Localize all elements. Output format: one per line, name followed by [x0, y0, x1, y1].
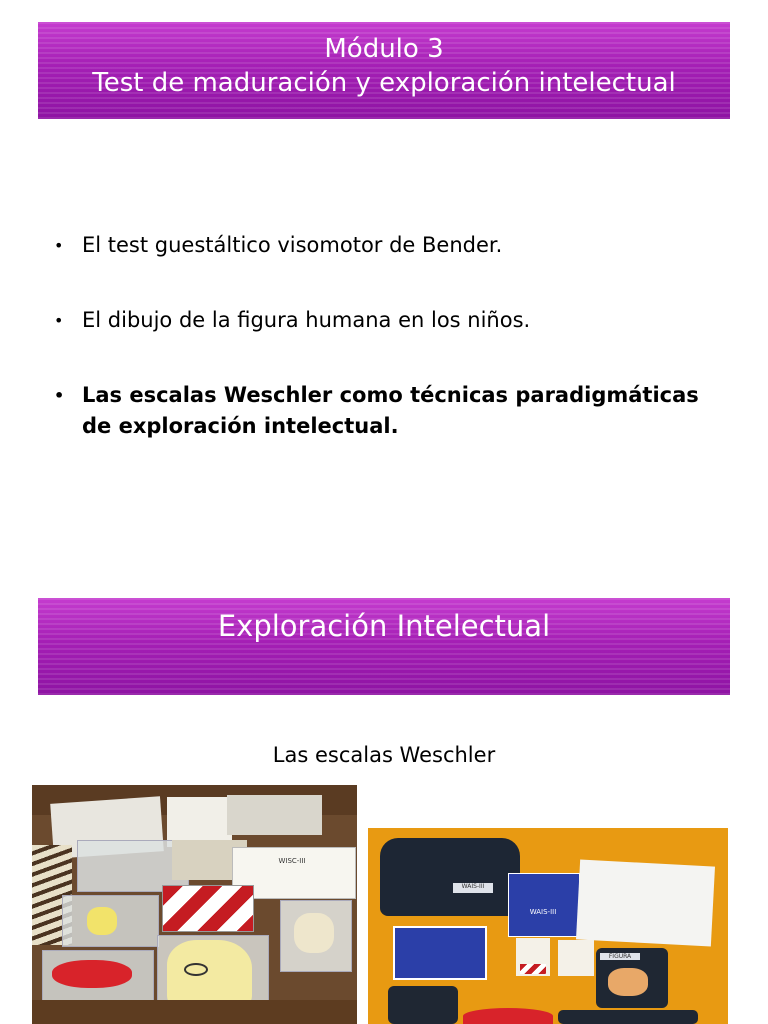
- bullet-item: [52, 380, 712, 442]
- figura-label: FIGURA: [600, 953, 640, 960]
- slide2-subtitle: Las escalas Weschler: [272, 743, 496, 767]
- manual-label: WAIS-III: [529, 908, 557, 916]
- wisc-materials-photo: [32, 785, 357, 1024]
- bullet-item: [52, 230, 712, 261]
- bullet-list: [52, 230, 712, 486]
- slide1-title-banner: [38, 22, 730, 119]
- bullet-text: El test guestáltico visomotor de Bender.: [82, 233, 503, 257]
- module-subtitle: Test de maduración y exploración intelectual: [92, 68, 676, 98]
- slide2-title: Exploración Intelectual: [217, 609, 551, 643]
- bullet-item: [52, 305, 712, 336]
- slide2-title-banner: [38, 598, 730, 695]
- wisc-card-label: WISC-III: [278, 857, 306, 865]
- bullet-dot-icon: •: [54, 386, 65, 405]
- bullet-dot-icon: •: [54, 236, 64, 255]
- bullet-dot-icon: •: [54, 311, 64, 330]
- module-title: Módulo 3: [324, 34, 444, 64]
- bullet-text: Las escalas Weschler como técnicas paradigmáticas de exploración intelectual.: [82, 383, 699, 438]
- bag-label: WAIS-III: [461, 883, 485, 890]
- bullet-text: El dibujo de la figura humana en los niños.: [82, 308, 531, 332]
- wais-materials-photo: [368, 828, 728, 1024]
